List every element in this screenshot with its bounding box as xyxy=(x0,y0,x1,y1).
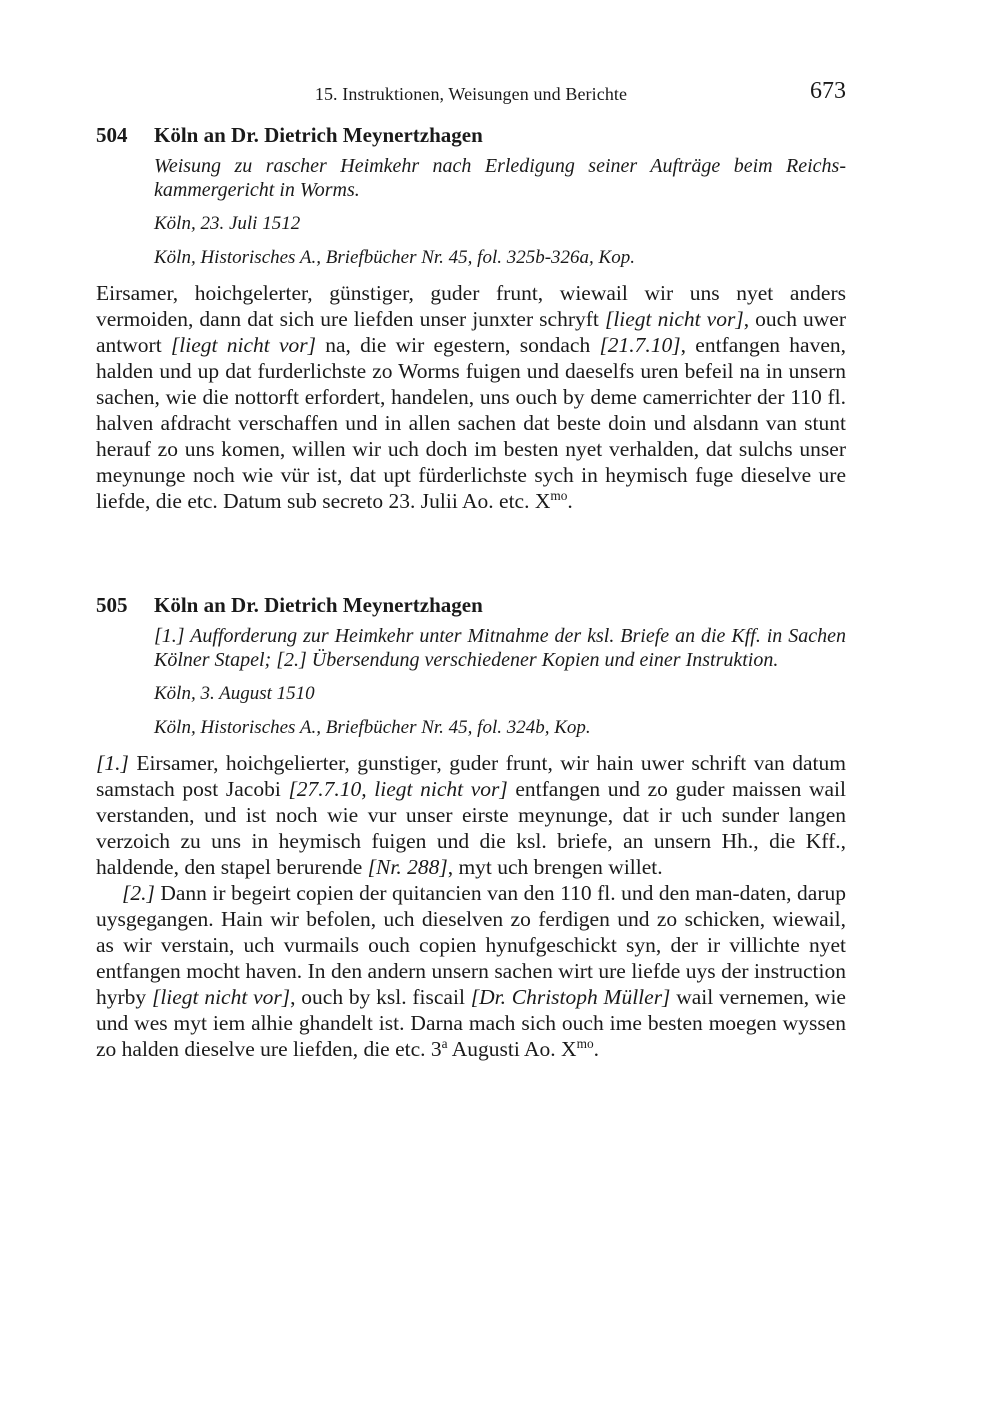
entry-text xyxy=(96,280,846,514)
section-marker: [1.] xyxy=(96,751,129,775)
entry-number: 504 xyxy=(96,123,128,147)
entry-heading xyxy=(96,590,846,620)
page-number: 673 xyxy=(810,78,846,104)
text-span: , ouch uwer antwort xyxy=(96,307,846,357)
superscript: mo xyxy=(576,1035,594,1051)
running-head xyxy=(96,78,846,108)
superscript: mo xyxy=(550,487,568,503)
text-span: na, die wir egestern, sondach xyxy=(315,333,600,357)
text-span: , entfangen haven, halden und up dat furderlichste zo Worms fuigen und daeselfs uren befeil na in unsern sachen, wie die nottorft erfordert, handelen, uns ouch by deme camerrichter der 110 fl. halven afdracht verschaffen und in allen sachen dat beste doin und alsdann van stunt herauf zo uns komen, willen wir uch doch im besten nyet verhalden, dat sulchs unser meynunge noch wie vür ist, dat upt fürderlichste sych in heymisch fuge dieselve ure liefde, die etc. Datum sub secreto 23. Julii Ao. etc. X xyxy=(96,333,846,513)
entry-number: 505 xyxy=(96,593,128,617)
entry-regest: Weisung zu rascher Heimkehr nach Erledigung seiner Aufträge beim Reichs-kammergericht in Worms. xyxy=(154,155,846,201)
entry-heading xyxy=(96,120,846,150)
text-span: Dann ir begeirt copien der quitancien van den 110 fl. und den man-daten, darup uysgegangen. Hain wir befolen, uch dieselven zo ferdigen und zo schicken, wiewail, as wir verstain, uch vurmails ouch copien hynufgeschickt syn, der ir villichte nyet entfangen mocht haven. In den andern unsern sachen wirt ure liefde uys der instruction hyrby xyxy=(96,881,846,1009)
text-paragraph-2 xyxy=(96,880,846,1062)
text-span: Augusti Ao. X xyxy=(447,1037,577,1061)
entry-place-date: Köln, 23. Juli 1512 xyxy=(154,213,301,234)
text-span: , myt uch brengen willet. xyxy=(447,855,663,879)
editorial-insertion: [liegt nicht vor] xyxy=(604,307,744,331)
entry-title: Köln an Dr. Dietrich Meynertzhagen xyxy=(154,123,483,147)
section-marker: [2.] xyxy=(122,881,155,905)
text-span: . xyxy=(567,489,573,513)
editorial-insertion: [21.7.10] xyxy=(599,333,681,357)
text-paragraph-1 xyxy=(96,750,846,880)
text-paragraph xyxy=(96,280,846,514)
editorial-insertion: [Dr. Christoph Müller] xyxy=(470,985,671,1009)
editorial-insertion: [liegt nicht vor] xyxy=(151,985,291,1009)
document-entry-504 xyxy=(96,120,846,514)
text-span: entfangen und zo guder maissen wail verstanden, und ist noch wie vur unser eirste meynunge, dat ir uch sunder langen verzoich zu uns in heymisch fuigen und die ksl. briefe, an unsern Hh., die Kff., haldende, den stapel berurende xyxy=(96,777,846,879)
entry-text xyxy=(96,750,846,1062)
entry-title: Köln an Dr. Dietrich Meynertzhagen xyxy=(154,593,483,617)
running-title: 15. Instruktionen, Weisungen und Berichte xyxy=(314,84,628,104)
entry-regest: [1.] Aufforderung zur Heimkehr unter Mitnahme der ksl. Briefe an die Kff. in Sachen Kölner Stapel; [2.] Übersendung verschiedener Kopien und einer Instruktion. xyxy=(154,625,846,671)
document-entry-505 xyxy=(96,590,846,1062)
entry-source: Köln, Historisches A., Briefbücher Nr. 45, fol. 325b-326a, Kop. xyxy=(154,247,635,268)
text-span: Eirsamer, hoichgelerter, günstiger, guder frunt, wiewail wir uns nyet anders vermoiden, dann dat sich ure liefden unser junxter schryft xyxy=(96,281,846,331)
text-span: , ouch by ksl. fiscail xyxy=(290,985,471,1009)
superscript: a xyxy=(441,1035,448,1051)
text-span: wail vernemen, wie und wes myt iem alhie ghandelt ist. Darna mach sich ouch ime besten moegen wyssen zo halden dieselve ure liefden, die etc. 3 xyxy=(96,985,846,1061)
editorial-insertion: [Nr. 288] xyxy=(367,855,448,879)
editorial-insertion: [27.7.10, liegt nicht vor] xyxy=(288,777,508,801)
editorial-insertion: [liegt nicht vor] xyxy=(170,333,316,357)
entry-place-date: Köln, 3. August 1510 xyxy=(154,683,315,704)
text-span: . xyxy=(593,1037,599,1061)
entry-source: Köln, Historisches A., Briefbücher Nr. 45, fol. 324b, Kop. xyxy=(154,717,591,738)
text-span: Eirsamer, hoichgelierter, gunstiger, guder frunt, wir hain uwer schrift van datum samstach post Jacobi xyxy=(96,751,846,801)
